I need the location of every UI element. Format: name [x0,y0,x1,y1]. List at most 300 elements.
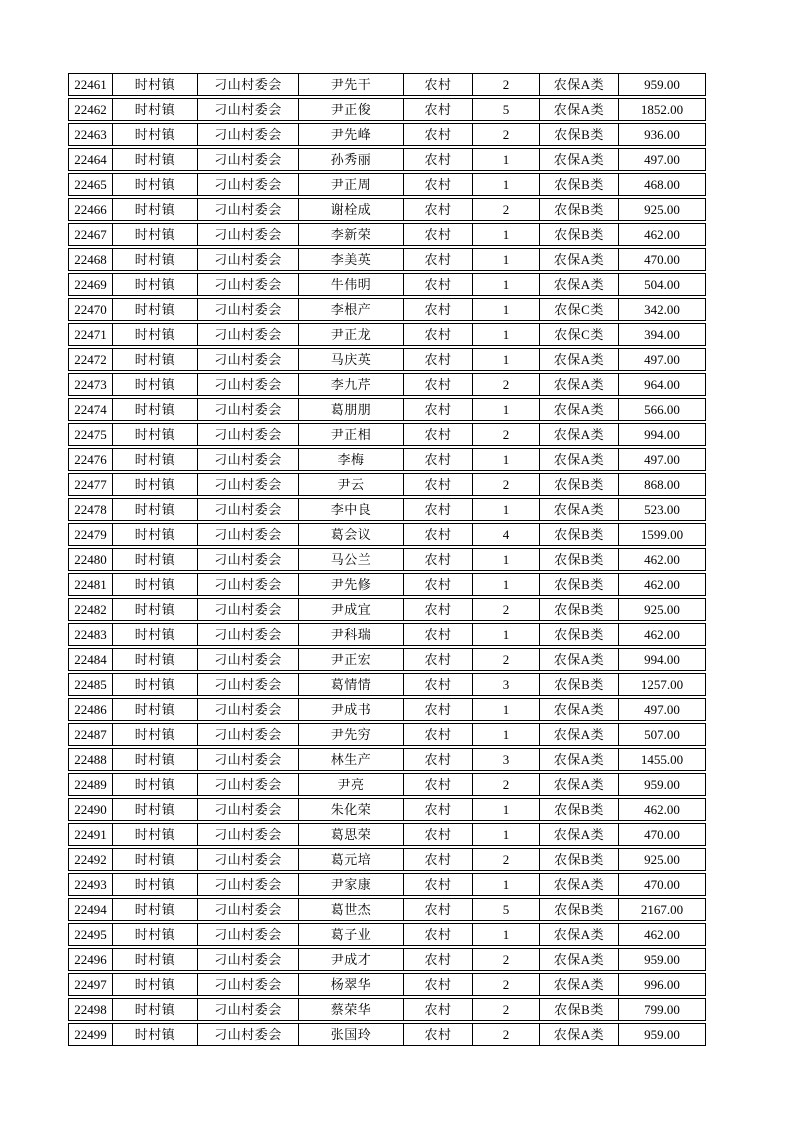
cell-village-committee: 刁山村委会 [198,124,299,145]
cell-serial-no: 22479 [69,524,113,545]
cell-person-count: 1 [473,799,540,820]
cell-village-committee: 刁山村委会 [198,224,299,245]
cell-name: 李根产 [299,299,404,320]
cell-amount: 470.00 [644,877,680,892]
cell-town: 时村镇 [113,799,198,820]
cell-town: 时村镇 [113,149,198,170]
cell-person-count: 1 [473,624,540,645]
table-row [68,873,706,896]
table-row [68,698,706,721]
cell-serial-no: 22494 [69,899,113,920]
cell-town: 时村镇 [113,424,198,445]
cell-serial-no: 22461 [69,74,113,95]
cell-serial-no: 22493 [69,874,113,895]
cell-person-count: 2 [473,974,540,995]
cell-name: 尹正周 [299,174,404,195]
table-row [68,273,706,296]
cell-residence-type: 农村 [404,174,473,195]
table-row [68,423,706,446]
cell-residence-type: 农村 [404,399,473,420]
cell-insurance-class: 农保A类 [540,399,619,420]
cell-serial-no: 22462 [69,99,113,120]
cell-town: 时村镇 [113,324,198,345]
table-row [68,198,706,221]
cell-amount: 462.00 [644,627,680,642]
cell-town: 时村镇 [113,649,198,670]
table-row [68,248,706,271]
cell-serial-no: 22484 [69,649,113,670]
cell-village-committee: 刁山村委会 [198,724,299,745]
cell-insurance-class: 农保B类 [540,999,619,1020]
cell-person-count: 2 [473,599,540,620]
cell-village-committee: 刁山村委会 [198,349,299,370]
table-row [68,498,706,521]
cell-serial-no: 22470 [69,299,113,320]
cell-person-count: 2 [473,74,540,95]
cell-village-committee: 刁山村委会 [198,999,299,1020]
cell-amount: 470.00 [644,252,680,267]
cell-person-count: 2 [473,949,540,970]
cell-serial-no: 22477 [69,474,113,495]
cell-residence-type: 农村 [404,599,473,620]
table-row [68,148,706,171]
table-row [68,823,706,846]
table-row [68,223,706,246]
cell-village-committee: 刁山村委会 [198,524,299,545]
cell-residence-type: 农村 [404,274,473,295]
table-row [68,73,706,96]
cell-insurance-class: 农保B类 [540,224,619,245]
cell-residence-type: 农村 [404,674,473,695]
cell-town: 时村镇 [113,224,198,245]
cell-amount: 462.00 [644,577,680,592]
cell-village-committee: 刁山村委会 [198,974,299,995]
cell-village-committee: 刁山村委会 [198,549,299,570]
cell-name: 葛会议 [299,524,404,545]
table-row [68,298,706,321]
cell-village-committee: 刁山村委会 [198,99,299,120]
cell-serial-no: 22486 [69,699,113,720]
cell-town: 时村镇 [113,399,198,420]
cell-person-count: 2 [473,424,540,445]
cell-name: 蔡荣华 [299,999,404,1020]
cell-name: 葛世杰 [299,899,404,920]
cell-village-committee: 刁山村委会 [198,899,299,920]
table-row [68,848,706,871]
cell-town: 时村镇 [113,599,198,620]
cell-name: 李新荣 [299,224,404,245]
cell-amount: 507.00 [644,727,680,742]
cell-residence-type: 农村 [404,199,473,220]
cell-town: 时村镇 [113,549,198,570]
cell-residence-type: 农村 [404,224,473,245]
cell-residence-type: 农村 [404,649,473,670]
cell-serial-no: 22495 [69,924,113,945]
cell-person-count: 1 [473,324,540,345]
cell-residence-type: 农村 [404,699,473,720]
cell-town: 时村镇 [113,349,198,370]
cell-person-count: 2 [473,124,540,145]
cell-insurance-class: 农保B类 [540,524,619,545]
cell-town: 时村镇 [113,899,198,920]
cell-serial-no: 22487 [69,724,113,745]
cell-insurance-class: 农保B类 [540,899,619,920]
cell-residence-type: 农村 [404,849,473,870]
cell-name: 谢栓成 [299,199,404,220]
cell-insurance-class: 农保B类 [540,624,619,645]
cell-insurance-class: 农保B类 [540,174,619,195]
cell-amount: 497.00 [644,702,680,717]
cell-serial-no: 22481 [69,574,113,595]
cell-residence-type: 农村 [404,899,473,920]
cell-serial-no: 22491 [69,824,113,845]
cell-amount: 959.00 [644,77,680,92]
cell-amount: 523.00 [644,502,680,517]
cell-amount: 462.00 [644,802,680,817]
cell-residence-type: 农村 [404,149,473,170]
cell-amount: 959.00 [644,777,680,792]
cell-insurance-class: 农保A类 [540,424,619,445]
cell-name: 尹云 [299,474,404,495]
cell-insurance-class: 农保A类 [540,949,619,970]
cell-person-count: 2 [473,774,540,795]
cell-serial-no: 22466 [69,199,113,220]
cell-name: 尹正龙 [299,324,404,345]
cell-serial-no: 22469 [69,274,113,295]
cell-insurance-class: 农保B类 [540,599,619,620]
cell-village-committee: 刁山村委会 [198,499,299,520]
cell-residence-type: 农村 [404,549,473,570]
cell-amount: 996.00 [644,977,680,992]
cell-residence-type: 农村 [404,424,473,445]
cell-residence-type: 农村 [404,349,473,370]
cell-insurance-class: 农保B类 [540,574,619,595]
cell-person-count: 4 [473,524,540,545]
cell-town: 时村镇 [113,74,198,95]
cell-serial-no: 22467 [69,224,113,245]
table-row [68,973,706,996]
table-row [68,923,706,946]
table-row [68,748,706,771]
cell-town: 时村镇 [113,999,198,1020]
cell-person-count: 1 [473,874,540,895]
cell-name: 尹先穷 [299,724,404,745]
cell-town: 时村镇 [113,724,198,745]
cell-village-committee: 刁山村委会 [198,799,299,820]
cell-name: 尹亮 [299,774,404,795]
cell-name: 葛子业 [299,924,404,945]
cell-serial-no: 22465 [69,174,113,195]
cell-person-count: 2 [473,999,540,1020]
cell-town: 时村镇 [113,974,198,995]
cell-residence-type: 农村 [404,324,473,345]
cell-person-count: 2 [473,374,540,395]
cell-residence-type: 农村 [404,974,473,995]
cell-town: 时村镇 [113,874,198,895]
cell-serial-no: 22463 [69,124,113,145]
table-row [68,573,706,596]
cell-town: 时村镇 [113,699,198,720]
cell-person-count: 1 [473,824,540,845]
cell-serial-no: 22490 [69,799,113,820]
cell-person-count: 1 [473,924,540,945]
cell-serial-no: 22485 [69,674,113,695]
cell-person-count: 1 [473,449,540,470]
cell-village-committee: 刁山村委会 [198,149,299,170]
cell-person-count: 1 [473,699,540,720]
cell-insurance-class: 农保A类 [540,874,619,895]
cell-amount: 925.00 [644,602,680,617]
cell-village-committee: 刁山村委会 [198,924,299,945]
table-row [68,123,706,146]
cell-town: 时村镇 [113,374,198,395]
cell-person-count: 1 [473,499,540,520]
cell-town: 时村镇 [113,274,198,295]
table-row [68,398,706,421]
cell-person-count: 2 [473,649,540,670]
cell-amount: 964.00 [644,377,680,392]
cell-serial-no: 22464 [69,149,113,170]
table-row [68,598,706,621]
cell-amount: 1599.00 [640,527,684,542]
cell-name: 尹正相 [299,424,404,445]
cell-residence-type: 农村 [404,299,473,320]
records-table [68,73,706,1048]
cell-amount: 462.00 [644,552,680,567]
cell-amount: 994.00 [644,652,680,667]
cell-person-count: 1 [473,399,540,420]
cell-insurance-class: 农保A类 [540,449,619,470]
cell-name: 李美英 [299,249,404,270]
cell-insurance-class: 农保B类 [540,674,619,695]
cell-insurance-class: 农保A类 [540,74,619,95]
cell-residence-type: 农村 [404,524,473,545]
cell-village-committee: 刁山村委会 [198,374,299,395]
table-row [68,523,706,546]
cell-village-committee: 刁山村委会 [198,574,299,595]
cell-village-committee: 刁山村委会 [198,399,299,420]
cell-name: 尹先干 [299,74,404,95]
table-row [68,798,706,821]
table-row [68,473,706,496]
table-row [68,998,706,1021]
cell-insurance-class: 农保A类 [540,824,619,845]
cell-name: 尹成才 [299,949,404,970]
cell-town: 时村镇 [113,624,198,645]
cell-amount: 936.00 [644,127,680,142]
cell-town: 时村镇 [113,124,198,145]
cell-insurance-class: 农保B类 [540,849,619,870]
cell-residence-type: 农村 [404,999,473,1020]
cell-insurance-class: 农保A类 [540,374,619,395]
cell-village-committee: 刁山村委会 [198,749,299,770]
cell-person-count: 1 [473,224,540,245]
cell-residence-type: 农村 [404,499,473,520]
cell-amount: 2167.00 [640,902,684,917]
cell-name: 牛伟明 [299,274,404,295]
cell-name: 杨翠华 [299,974,404,995]
cell-amount: 470.00 [644,827,680,842]
cell-person-count: 1 [473,249,540,270]
cell-town: 时村镇 [113,524,198,545]
cell-person-count: 2 [473,1024,540,1045]
cell-village-committee: 刁山村委会 [198,674,299,695]
table-row [68,548,706,571]
cell-name: 尹正俊 [299,99,404,120]
cell-residence-type: 农村 [404,574,473,595]
cell-amount: 497.00 [644,152,680,167]
cell-amount: 799.00 [644,1002,680,1017]
cell-town: 时村镇 [113,499,198,520]
cell-name: 尹先峰 [299,124,404,145]
cell-serial-no: 22473 [69,374,113,395]
cell-serial-no: 22498 [69,999,113,1020]
cell-name: 李九芹 [299,374,404,395]
cell-serial-no: 22482 [69,599,113,620]
cell-town: 时村镇 [113,949,198,970]
cell-insurance-class: 农保A类 [540,724,619,745]
cell-name: 葛思荣 [299,824,404,845]
cell-amount: 342.00 [644,302,680,317]
cell-person-count: 2 [473,199,540,220]
cell-serial-no: 22492 [69,849,113,870]
cell-name: 李中良 [299,499,404,520]
cell-amount: 1852.00 [640,102,684,117]
cell-village-committee: 刁山村委会 [198,199,299,220]
cell-insurance-class: 农保A类 [540,699,619,720]
cell-amount: 468.00 [644,177,680,192]
cell-amount: 868.00 [644,477,680,492]
cell-name: 林生产 [299,749,404,770]
cell-amount: 994.00 [644,427,680,442]
cell-serial-no: 22472 [69,349,113,370]
cell-insurance-class: 农保A类 [540,1024,619,1045]
cell-name: 尹科瑞 [299,624,404,645]
cell-amount: 925.00 [644,202,680,217]
cell-residence-type: 农村 [404,774,473,795]
cell-residence-type: 农村 [404,799,473,820]
cell-town: 时村镇 [113,249,198,270]
cell-village-committee: 刁山村委会 [198,474,299,495]
cell-insurance-class: 农保A类 [540,499,619,520]
cell-village-committee: 刁山村委会 [198,299,299,320]
cell-person-count: 1 [473,299,540,320]
cell-serial-no: 22480 [69,549,113,570]
cell-person-count: 1 [473,149,540,170]
cell-person-count: 2 [473,849,540,870]
table-row [68,773,706,796]
cell-residence-type: 农村 [404,824,473,845]
cell-name: 李梅 [299,449,404,470]
cell-town: 时村镇 [113,774,198,795]
cell-insurance-class: 农保B类 [540,199,619,220]
cell-town: 时村镇 [113,449,198,470]
cell-serial-no: 22497 [69,974,113,995]
table-row [68,723,706,746]
cell-village-committee: 刁山村委会 [198,324,299,345]
table-row [68,373,706,396]
cell-town: 时村镇 [113,749,198,770]
cell-amount: 959.00 [644,952,680,967]
cell-residence-type: 农村 [404,624,473,645]
cell-town: 时村镇 [113,174,198,195]
cell-insurance-class: 农保A类 [540,274,619,295]
table-row [68,98,706,121]
table-row [68,898,706,921]
cell-insurance-class: 农保A类 [540,749,619,770]
cell-town: 时村镇 [113,824,198,845]
cell-amount: 1455.00 [640,752,684,767]
cell-serial-no: 22483 [69,624,113,645]
cell-residence-type: 农村 [404,449,473,470]
cell-residence-type: 农村 [404,124,473,145]
cell-name: 尹先修 [299,574,404,595]
cell-name: 朱化荣 [299,799,404,820]
cell-residence-type: 农村 [404,924,473,945]
cell-amount: 462.00 [644,227,680,242]
cell-village-committee: 刁山村委会 [198,424,299,445]
cell-insurance-class: 农保B类 [540,474,619,495]
cell-residence-type: 农村 [404,1024,473,1045]
cell-residence-type: 农村 [404,749,473,770]
cell-village-committee: 刁山村委会 [198,449,299,470]
cell-insurance-class: 农保A类 [540,649,619,670]
cell-town: 时村镇 [113,674,198,695]
cell-name: 葛朋朋 [299,399,404,420]
cell-person-count: 1 [473,549,540,570]
cell-residence-type: 农村 [404,474,473,495]
cell-insurance-class: 农保A类 [540,149,619,170]
cell-name: 马公兰 [299,549,404,570]
cell-town: 时村镇 [113,574,198,595]
cell-name: 尹成宜 [299,599,404,620]
cell-amount: 462.00 [644,927,680,942]
cell-insurance-class: 农保A类 [540,349,619,370]
cell-residence-type: 农村 [404,74,473,95]
table-row [68,448,706,471]
cell-insurance-class: 农保B类 [540,549,619,570]
cell-name: 葛元培 [299,849,404,870]
cell-person-count: 3 [473,749,540,770]
cell-amount: 497.00 [644,352,680,367]
cell-village-committee: 刁山村委会 [198,624,299,645]
table-row [68,648,706,671]
cell-serial-no: 22474 [69,399,113,420]
cell-insurance-class: 农保A类 [540,924,619,945]
cell-amount: 925.00 [644,852,680,867]
cell-town: 时村镇 [113,1024,198,1045]
cell-insurance-class: 农保A类 [540,99,619,120]
cell-serial-no: 22496 [69,949,113,970]
cell-residence-type: 农村 [404,874,473,895]
cell-village-committee: 刁山村委会 [198,824,299,845]
cell-person-count: 1 [473,574,540,595]
cell-person-count: 3 [473,674,540,695]
cell-amount: 497.00 [644,452,680,467]
table-row [68,173,706,196]
cell-serial-no: 22476 [69,449,113,470]
cell-insurance-class: 农保C类 [540,324,619,345]
cell-person-count: 1 [473,349,540,370]
cell-amount: 959.00 [644,1027,680,1042]
cell-amount: 566.00 [644,402,680,417]
cell-amount: 504.00 [644,277,680,292]
cell-serial-no: 22475 [69,424,113,445]
table-row [68,673,706,696]
table-row [68,1023,706,1046]
cell-name: 孙秀丽 [299,149,404,170]
table-row [68,323,706,346]
